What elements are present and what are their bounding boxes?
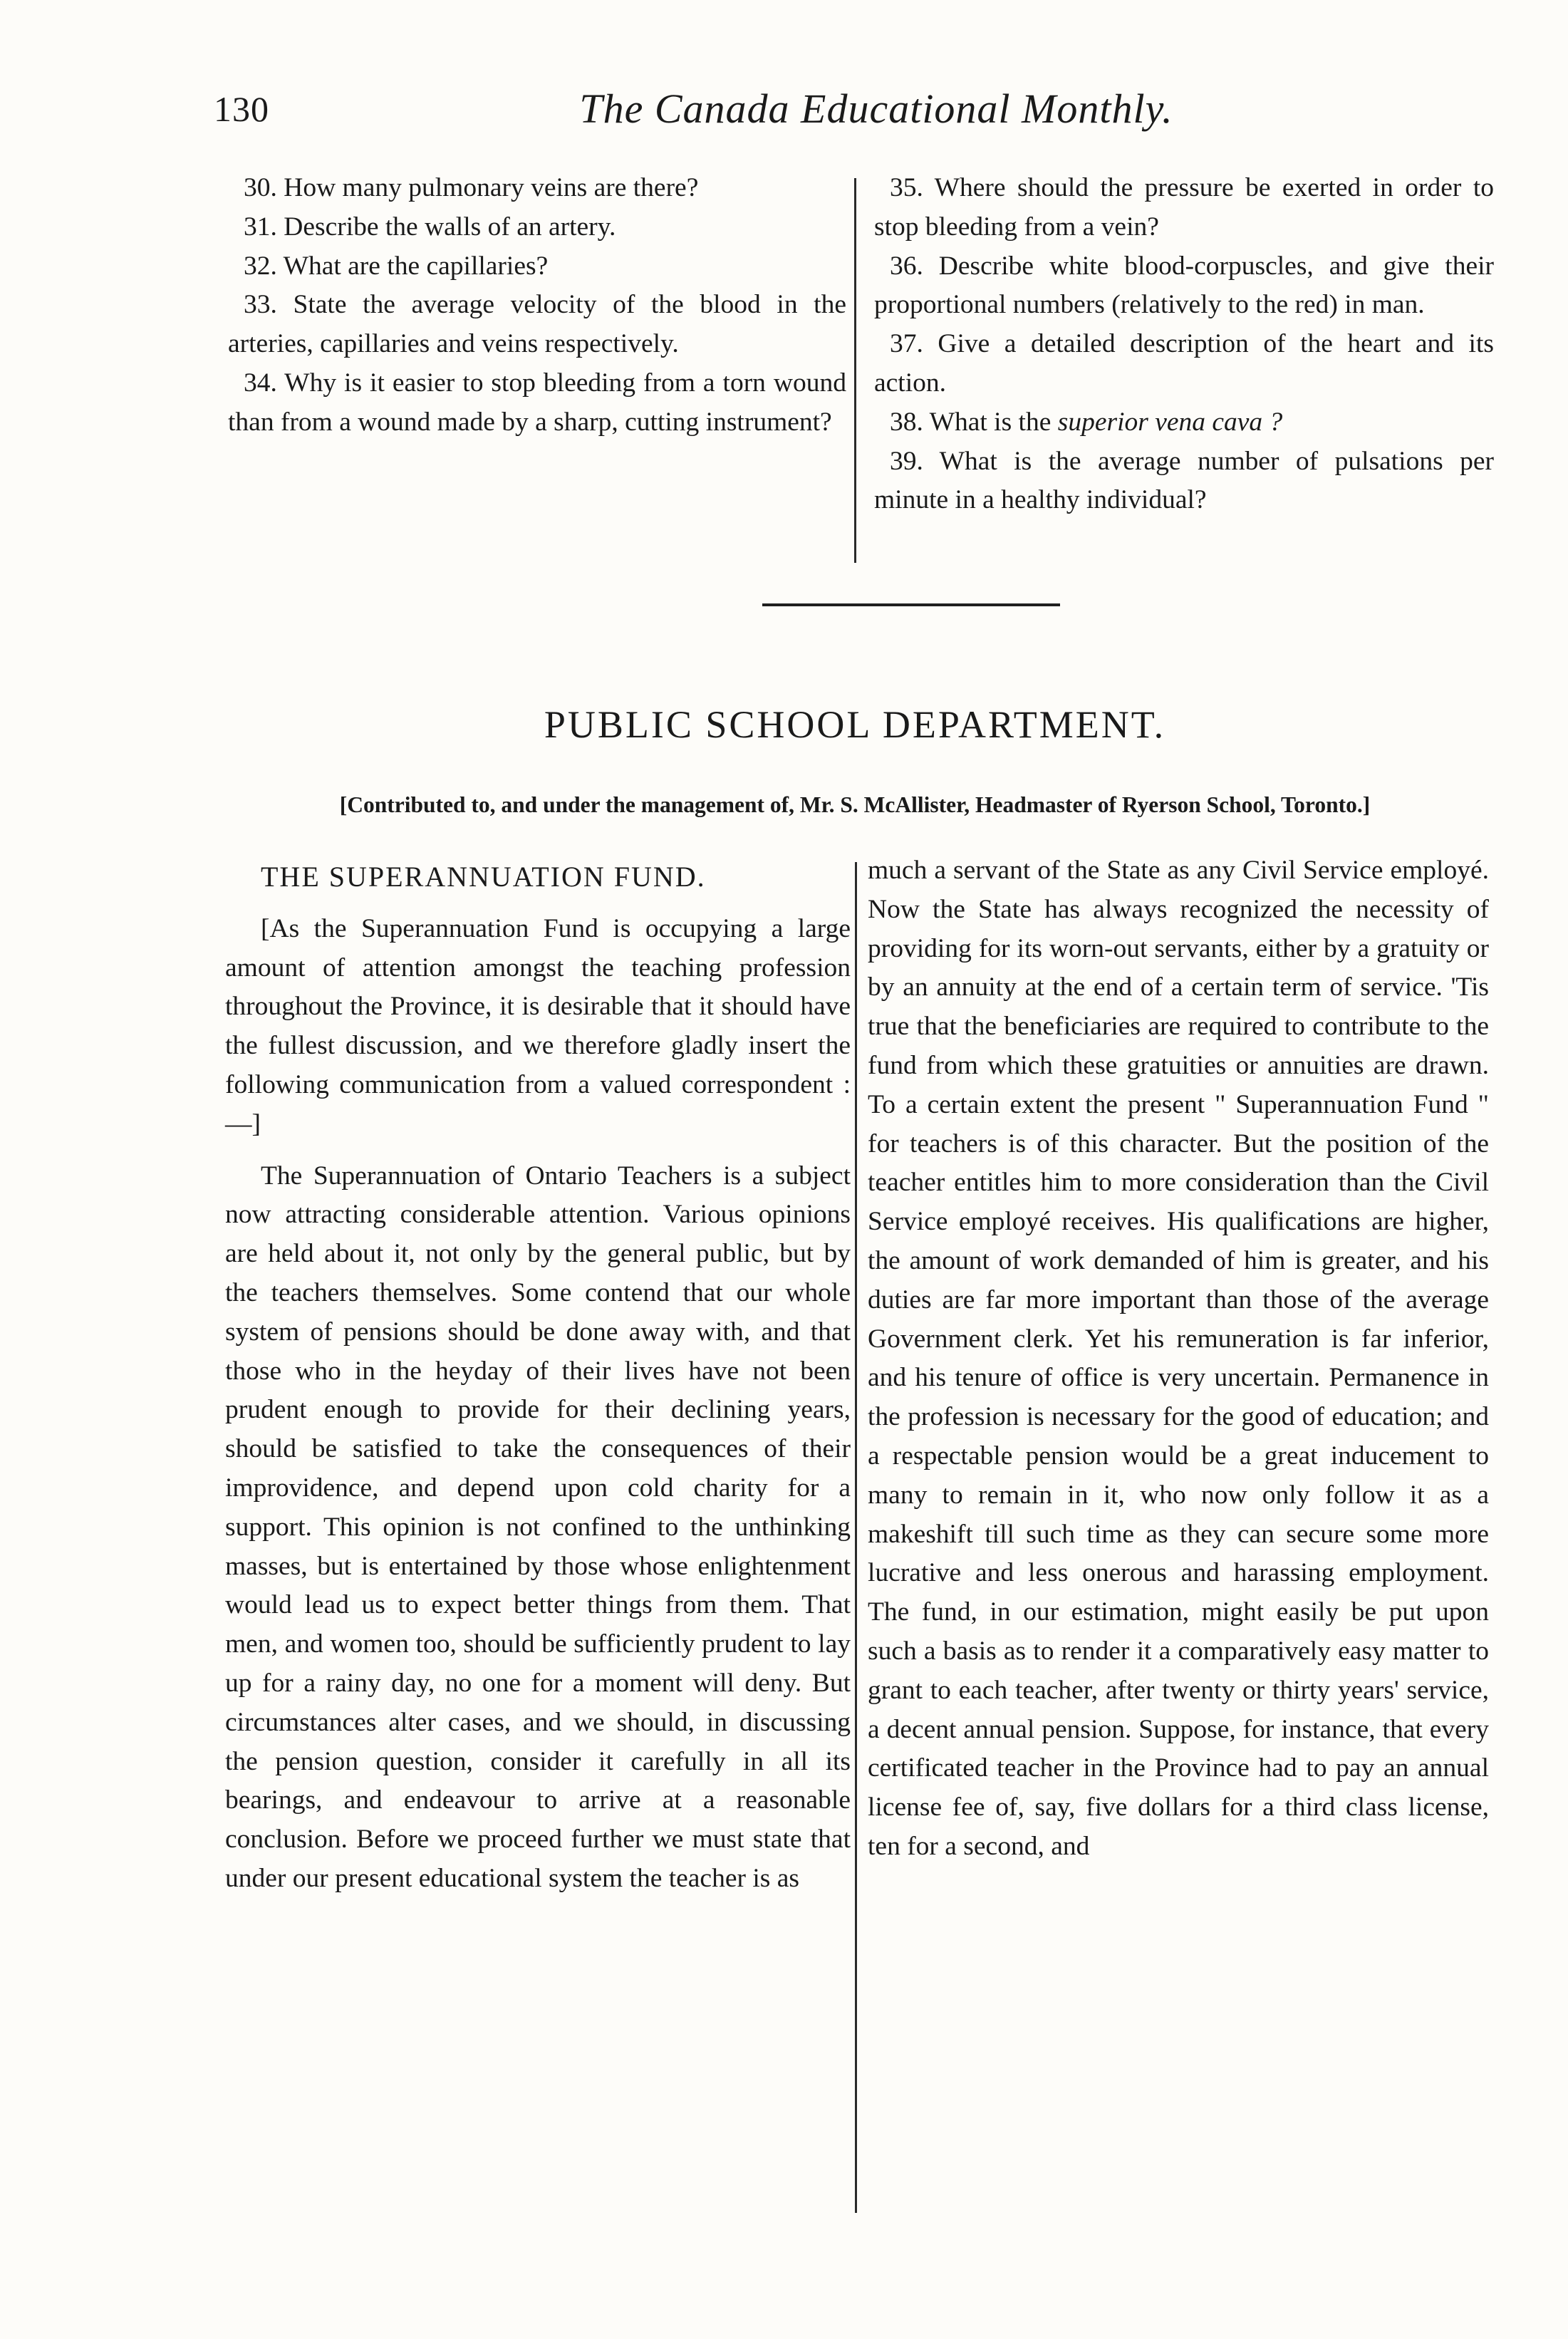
question-item: 33. State the average velocity of the blood in the arteries, capillaries and veins respectively.	[228, 290, 846, 359]
article-title: THE SUPERANNUATION FUND.	[261, 861, 706, 893]
question-item: 35. Where should the pressure be exerted in order to stop bleeding from a vein?	[874, 173, 1494, 242]
question-item: 37. Give a detailed description of the heart and its action.	[874, 329, 1494, 398]
column-rule	[854, 178, 856, 563]
questions-right-column	[874, 169, 1494, 520]
article-intro: [As the Superannuation Fund is occupying a large amount of attention amongst the teaching profession throughout the Province, it is desirable that it should have the fullest discussion, and we therefore gladly insert the following communication from a valued correspondent :—]	[225, 913, 851, 1139]
department-heading: PUBLIC SCHOOL DEPARTMENT.	[544, 703, 1166, 746]
article-right-column	[868, 851, 1489, 1867]
question-item: 31. Describe the walls of an artery.	[244, 212, 616, 242]
question-item-38	[874, 403, 1494, 442]
question-item: 39. What is the average number of pulsations per minute in a healthy individual?	[874, 446, 1494, 515]
column-rule	[855, 862, 857, 2213]
department-note: [Contributed to, and under the management of, Mr. S. McAllister, Headmaster of Ryerson School, Toronto.]	[339, 792, 1371, 817]
section-divider	[762, 603, 1060, 606]
journal-title: The Canada Educational Monthly.	[579, 85, 1173, 132]
question-38-text: 38. What is the	[890, 407, 1058, 437]
question-38-italic: superior vena cava ?	[1057, 407, 1283, 437]
question-item: 30. How many pulmonary veins are there?	[244, 173, 699, 202]
article-paragraph: much a servant of the State as any Civil Service employé. Now the State has always recognized the necessity of providing for its worn-out servants, either by a gratuity or by an annuity at the end of a certain term of service. 'Tis true that the beneficiaries are required to contribute to the fund from which these gratuities or annuities are drawn. To a certain extent the present " Superannuation Fund " for teachers is of this character. But the position of the teacher entitles him to more consideration than the Civil Service employé receives. His qualifications are higher, the amount of work demanded of him is greater, and his duties are far more important than those of the average Government clerk. Yet his remuneration is far inferior, and his tenure of office is very uncertain. Permanence in the profession is necessary for the good of education; and a respectable pension would be a great inducement to many to remain in it, who now only follow it as a makeshift till such time as they can secure some more lucrative and less onerous and harassing employment. The fund, in our estimation, might easily be put upon such a basis as to render it a comparatively easy matter to grant to each teacher, after twenty or thirty years' service, a decent annual pension. Suppose, for instance, that every certificated teacher in the Province had to pay an annual license fee of, say, five dollars for a third class license, ten for a second, and	[868, 856, 1489, 1861]
running-header	[214, 84, 1382, 141]
article-paragraph: The Superannuation of Ontario Teachers is a subject now attracting considerable attention. Various opinions are held about it, not only by the general public, but by the teachers themselves. Some contend that our whole system of pensions should be done away with, and that those who in the heyday of their lives have not been prudent enough to provide for their declining years, should be satisfied to take the consequences of their improvidence, and depend upon cold charity for a support. This opinion is not confined to the unthinking masses, but is entertained by those whose enlightenment would lead us to expect better things from them. That men, and women too, should be sufficiently prudent to lay up for a rainy day, no one for a moment will deny. But circumstances alter cases, and we should, in discussing the pension question, consider it carefully in all its bearings, and endeavour to arrive at a reasonable conclusion. Before we proceed further we must state that under our present educational system the teacher is as	[225, 1161, 851, 1893]
question-item: 36. Describe white blood-corpuscles, and give their proportional numbers (relatively to the red) in man.	[874, 251, 1494, 320]
questions-left-column	[228, 169, 846, 442]
question-item: 32. What are the capillaries?	[244, 251, 549, 281]
question-item: 34. Why is it easier to stop bleeding from a torn wound than from a wound made by a sharp, cutting instrument?	[228, 368, 846, 437]
page-number: 130	[214, 89, 269, 129]
article-left-column	[225, 855, 851, 1899]
